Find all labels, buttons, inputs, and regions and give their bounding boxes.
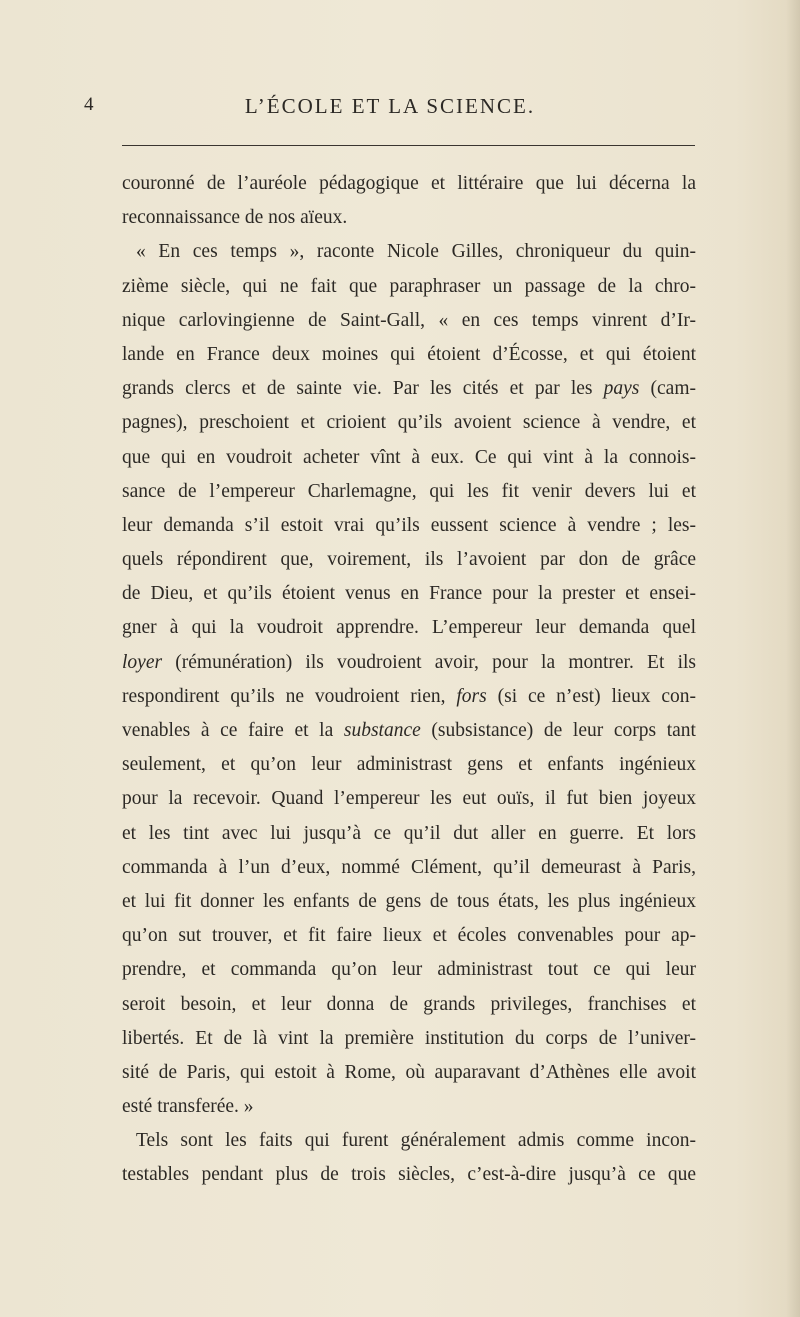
- text-line: Tels sont les faits qui furent généralement admis comme incon-: [136, 1130, 696, 1152]
- text-line: sance de l’empereur Charlemagne, qui les fit venir devers lui et: [122, 480, 696, 502]
- text-line: pour la recevoir. Quand l’empereur les eut ouïs, il fut bien joyeux: [122, 788, 696, 810]
- text-line: esté transferée. »: [122, 1096, 254, 1118]
- text-line: libertés. Et de là vint la première institution du corps de l’univer-: [122, 1027, 696, 1049]
- text-line: nique carlovingienne de Saint-Gall, « en ces temps vinrent d’Ir-: [122, 309, 696, 331]
- italic-word: substance: [343, 720, 421, 741]
- text-line: seroit besoin, et leur donna de grands privileges, franchises et: [122, 993, 696, 1015]
- text-line: couronné de l’auréole pédagogique et littéraire que lui décerna la: [122, 173, 696, 194]
- italic-word: fors: [456, 685, 487, 707]
- page-edge-shadow: [786, 0, 800, 1317]
- text-line: seulement, et qu’on leur administrast gens et enfants ingénieux: [122, 754, 696, 776]
- body-text: [122, 167, 696, 1193]
- text-line: grands clercs et de sainte vie. Par les cités et par les pays (cam-: [122, 378, 696, 400]
- text-line: et lui fit donner les enfants de gens de tous états, les plus ingénieux: [122, 890, 696, 912]
- text-line: leur demanda s’il estoit vrai qu’ils eussent science à vendre ; les-: [122, 514, 696, 536]
- text-line: venables à ce faire et la substance (subsistance) de leur corps tant: [122, 720, 696, 741]
- text-line: et les tint avec lui jusqu’à ce qu’il dut aller en guerre. Et lors: [122, 822, 696, 844]
- page-number: 4: [84, 94, 94, 115]
- text-line: de Dieu, et qu’ils étoient venus en France pour la prester et ensei-: [122, 583, 696, 605]
- header-rule: [122, 145, 695, 146]
- text-line: « En ces temps », raconte Nicole Gilles, chroniqueur du quin-: [136, 241, 696, 263]
- text-line: prendre, et commanda qu’on leur administrast tout ce qui leur: [122, 959, 696, 981]
- text-line: quels répondirent que, voirement, ils l’avoient par don de grâce: [122, 549, 696, 571]
- text-line: commanda à l’un d’eux, nommé Clément, qu’il demeurast à Paris,: [122, 856, 696, 878]
- italic-word: pays: [603, 378, 640, 400]
- text-line: loyer (rémunération) ils voudroient avoir, pour la montrer. Et ils: [122, 651, 696, 673]
- italic-word: loyer: [122, 651, 163, 673]
- text-line: reconnaissance de nos aïeux.: [122, 207, 348, 229]
- text-line: sité de Paris, qui estoit à Rome, où auparavant d’Athènes elle avoit: [122, 1061, 696, 1083]
- text-line: zième siècle, qui ne fait que paraphraser un passage de la chro-: [122, 275, 696, 297]
- page-header: [84, 94, 696, 124]
- running-title: L’ÉCOLE ET LA SCIENCE.: [244, 94, 536, 118]
- text-line: respondirent qu’ils ne voudroient rien, fors (si ce n’est) lieux con-: [122, 685, 696, 707]
- text-line: lande en France deux moines qui étoient d’Écosse, et qui étoient: [122, 343, 696, 365]
- text-line: testables pendant plus de trois siècles, c’est-à-dire jusqu’à ce que: [122, 1164, 696, 1186]
- text-line: pagnes), preschoient et crioient qu’ils avoient science à vendre, et: [122, 412, 696, 434]
- text-line: qu’on sut trouver, et fit faire lieux et écoles convenables pour ap-: [122, 925, 696, 947]
- text-line: gner à qui la voudroit apprendre. L’empereur leur demanda quel: [122, 617, 696, 639]
- text-line: que qui en voudroit acheter vînt à eux. Ce qui vint à la connois-: [122, 446, 696, 468]
